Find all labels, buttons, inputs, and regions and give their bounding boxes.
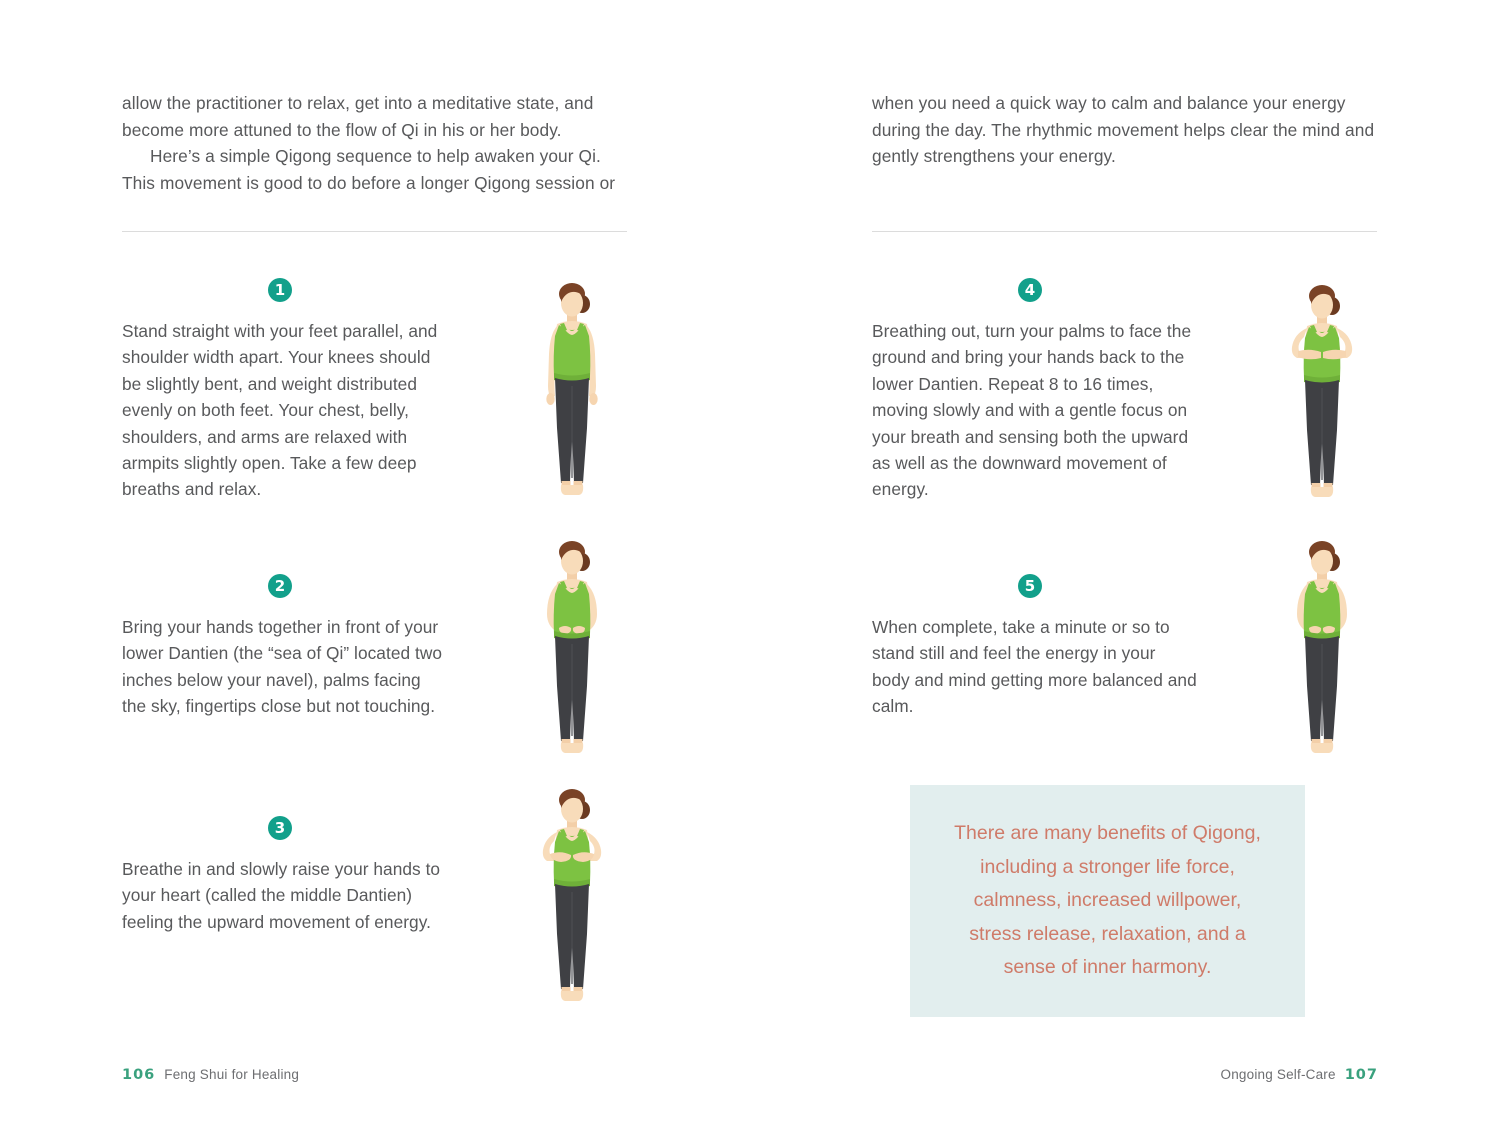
step-block-3: [122, 816, 627, 1046]
figure-woman-hands-at-heart: [517, 784, 627, 1024]
page-number: 107: [1344, 1067, 1378, 1083]
chapter-title-label: Ongoing Self-Care: [1220, 1067, 1336, 1082]
callout-text: There are many benefits of Qigong, including a stronger life force, calmness, increased willpower, stress release, relaxation, and a sense of inner harmony.: [954, 822, 1261, 979]
step-instruction-text: Stand straight with your feet parallel, and shoulder width apart. Your knees should be slightly bent, and weight distributed evenly on both feet. Your chest, belly, shoulders, and arms are relaxed with armpits slightly open. Take a few deep breaths and relax.: [122, 321, 438, 500]
section-divider: [122, 231, 627, 232]
qigong-benefits-callout: [910, 785, 1305, 1017]
intro-paragraph: when you need a quick way to calm and balance your energy during the day. The rhythmic movement helps clear the mind and gently strengthens your energy.: [872, 93, 1375, 167]
step-number-badge: 1: [268, 278, 292, 302]
figure-woman-palms-facing-ground: [1267, 280, 1377, 520]
left-intro-text: [122, 90, 627, 196]
right-page: [750, 0, 1500, 1125]
footer-right: [1221, 1067, 1379, 1083]
right-intro-text: [872, 90, 1377, 170]
step-block-1: [122, 278, 627, 518]
step-block-2: [122, 574, 627, 804]
intro-paragraph: Here’s a simple Qigong sequence to help awaken your Qi. This movement is good to do before a longer Qigong session or: [122, 146, 616, 193]
figure-woman-hands-at-lower-dantien: [517, 536, 627, 776]
step-instruction-text: When complete, take a minute or so to stand still and feel the energy in your body and mind getting more balanced and calm.: [872, 617, 1197, 717]
step-instruction-text: Breathe in and slowly raise your hands to your heart (called the middle Dantien) feeling the upward movement of energy.: [122, 859, 441, 932]
footer-left: [122, 1067, 299, 1083]
step-instruction-text: Breathing out, turn your palms to face the ground and bring your hands back to the lower Dantien. Repeat 8 to 16 times, moving slowly and with a gentle focus on your breath and sensing both the upward as well as the downward movement of energy.: [872, 321, 1192, 500]
step-number-badge: 2: [268, 574, 292, 598]
step-number-badge: 3: [268, 816, 292, 840]
step-block-4: [872, 278, 1377, 518]
step-instruction-text: Bring your hands together in front of your lower Dantien (the “sea of Qi” located two inches below your navel), palms facing the sky, fingertips close but not touching.: [122, 617, 443, 717]
figure-woman-hands-at-lower-dantien: [1267, 536, 1377, 776]
intro-paragraph: allow the practitioner to relax, get into a meditative state, and become more attuned to the flow of Qi in his or her body.: [122, 93, 594, 140]
step-number-badge: 4: [1018, 278, 1042, 302]
figure-woman-arms-at-sides: [517, 278, 627, 518]
step-number-badge: 5: [1018, 574, 1042, 598]
step-block-5: [872, 574, 1377, 804]
book-title-label: Feng Shui for Healing: [164, 1067, 300, 1082]
page-number: 106: [122, 1067, 156, 1083]
section-divider: [872, 231, 1377, 232]
